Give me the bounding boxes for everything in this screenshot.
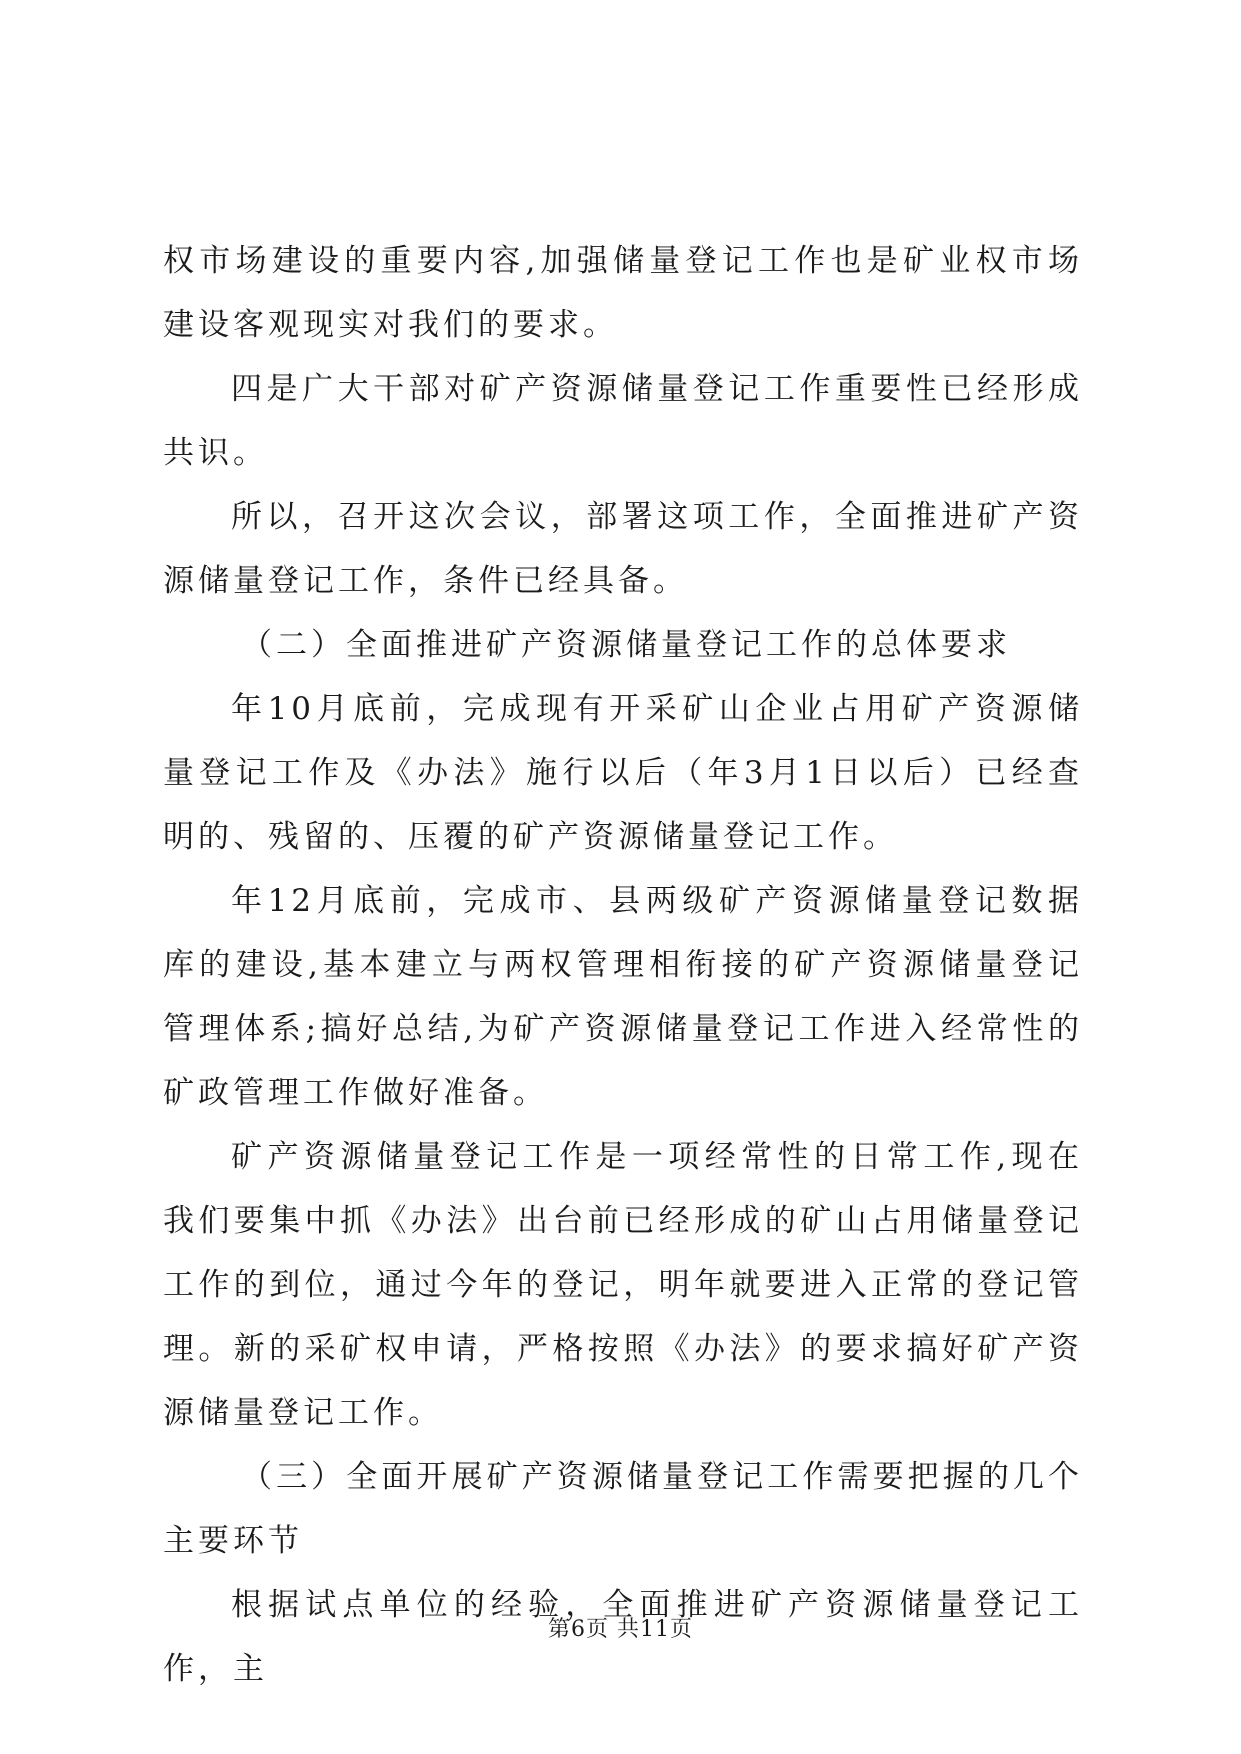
paragraph-6: 矿产资源储量登记工作是一项经常性的日常工作,现在我们要集中抓《办法》出台前已经形成的矿山占用储量登记工作的到位，通过今年的登记，明年就要进入正常的登记管理。新的采矿权申请，严格按照《办法》的要求搞好矿产资源储量登记工作。 (163, 1139, 1083, 1431)
paragraph-5: 年12月底前，完成市、县两级矿产资源储量登记数据库的建设,基本建立与两权管理相衔接的矿产资源储量登记管理体系;搞好总结,为矿产资源储量登记工作进入经常性的矿政管理工作做好准备。 (163, 883, 1083, 1111)
paragraph-2: 四是广大干部对矿产资源储量登记工作重要性已经形成共识。 (163, 371, 1083, 471)
section-heading-2: （二）全面推进矿产资源储量登记工作的总体要求 (241, 627, 1011, 663)
page-number: 第6页 共11页 (548, 1617, 693, 1642)
paragraph-3: 所以，召开这次会议，部署这项工作，全面推进矿产资源储量登记工作，条件已经具备。 (163, 499, 1083, 599)
paragraph-4: 年10月底前，完成现有开采矿山企业占用矿产资源储量登记工作及《办法》施行以后（年3月1日以后）已经查明的、残留的、压覆的矿产资源储量登记工作。 (163, 691, 1083, 855)
section-heading-3: （三）全面开展矿产资源储量登记工作需要把握的几个主要环节 (163, 1459, 1083, 1559)
paragraph-1: 权市场建设的重要内容,加强储量登记工作也是矿业权市场建设客观现实对我们的要求。 (163, 243, 1083, 343)
paragraph-7: 根据试点单位的经验，全面推进矿产资源储量登记工作，主 (163, 1587, 1083, 1687)
document-body (163, 229, 1083, 1701)
